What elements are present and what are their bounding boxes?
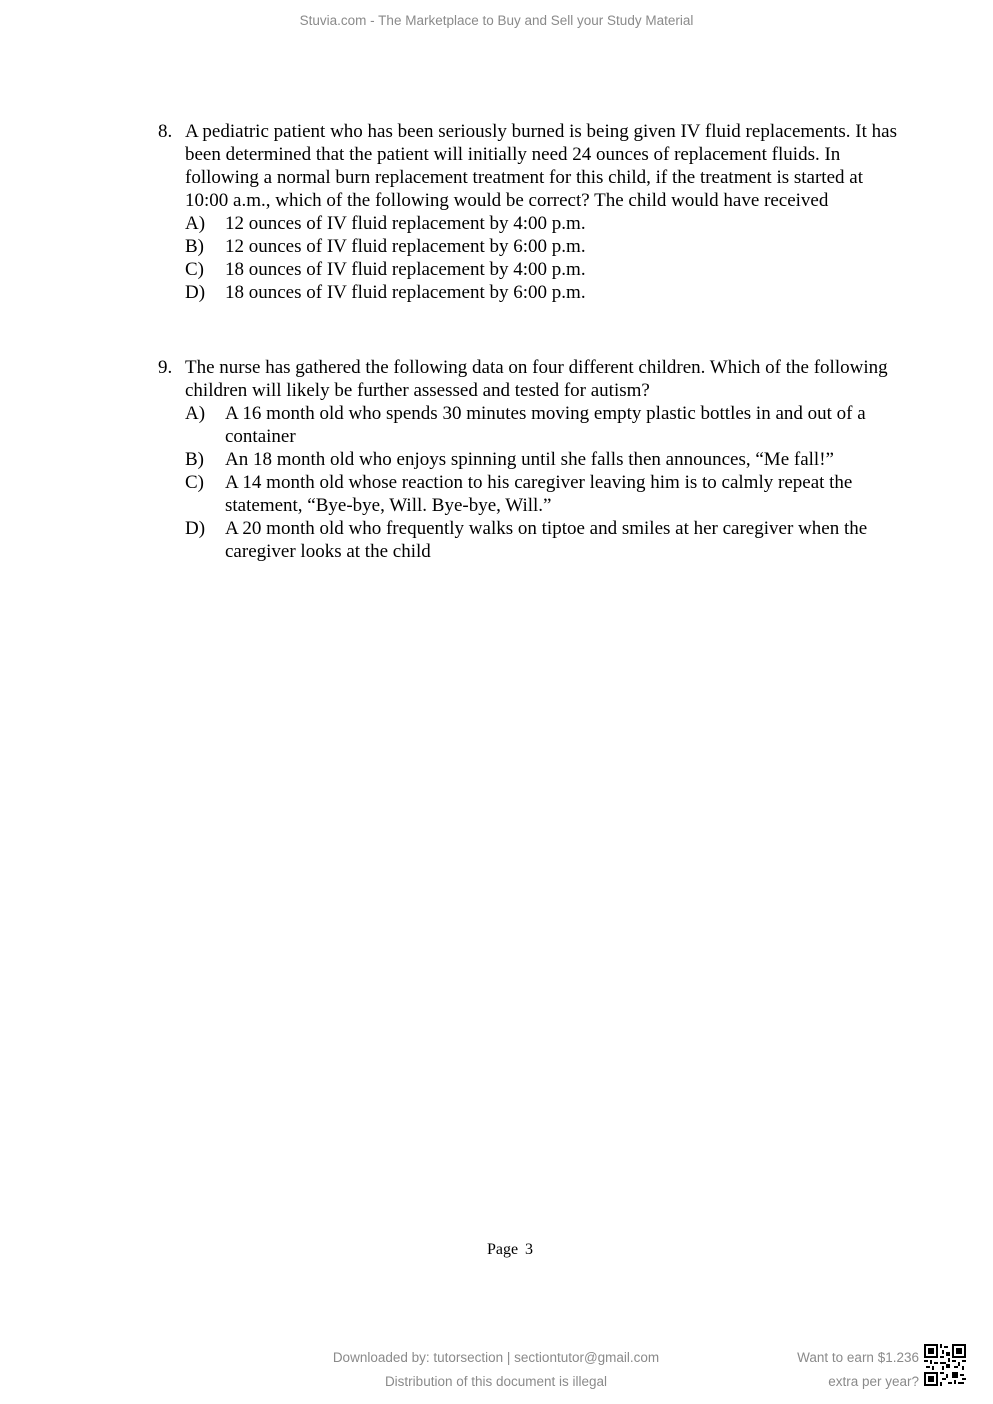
downloaded-by-text: Downloaded by: tutorsection | sectiontutor@gmail.com: [332, 1350, 660, 1365]
option-list: [158, 212, 898, 304]
option-text: A 20 month old who frequently walks on tiptoe and smiles at her caregiver when the caregiver looks at the child: [225, 518, 868, 562]
option-list: [158, 402, 898, 563]
option-text: A 16 month old who spends 30 minutes moving empty plastic bottles in and out of a container: [225, 403, 866, 447]
option-d: [185, 281, 898, 304]
question-text: A pediatric patient who has been seriously burned is being given IV fluid replacements. It has been determined that the patient will initially need 24 ounces of replacement fluids. In following a normal burn replacement treatment for this child, if the treatment is started at 10:00 a.m., which of the following would be correct? The child would have received: [185, 121, 897, 211]
option-letter: C): [185, 472, 204, 493]
footer-download-info: [296, 1346, 696, 1394]
option-b: [185, 235, 898, 258]
option-d: [185, 517, 898, 563]
question-text: The nurse has gathered the following data on four different children. Which of the following children will likely be further assessed and tested for autism?: [185, 357, 888, 401]
question-list: [158, 120, 898, 615]
option-text: 18 ounces of IV fluid replacement by 4:00 p.m.: [225, 259, 586, 280]
option-letter: C): [185, 259, 204, 280]
earn-promo[interactable]: [797, 1346, 919, 1394]
option-text: 12 ounces of IV fluid replacement by 4:00 p.m.: [225, 213, 586, 234]
option-letter: B): [185, 449, 204, 470]
question-9: [158, 356, 898, 563]
question-8: [158, 120, 898, 304]
earn-promo-line1[interactable]: Want to earn $1.236: [797, 1350, 919, 1365]
option-letter: D): [185, 518, 206, 539]
option-text: An 18 month old who enjoys spinning until she falls then announces, “Me fall!”: [225, 449, 834, 470]
option-a: [185, 402, 898, 448]
option-text: A 14 month old whose reaction to his caregiver leaving him is to calmly repeat the statement, “Bye-bye, Will. Bye-bye, Will.”: [225, 472, 853, 516]
option-b: [185, 448, 898, 471]
page-number: Page 3: [486, 1241, 534, 1258]
option-a: [185, 212, 898, 235]
question-number: 8.: [158, 121, 173, 142]
option-c: [185, 471, 898, 517]
option-text: 18 ounces of IV fluid replacement by 6:00 p.m.: [225, 282, 586, 303]
earn-promo-line2[interactable]: extra per year?: [828, 1374, 919, 1389]
distribution-notice: Distribution of this document is illegal: [384, 1374, 608, 1389]
option-letter: B): [185, 236, 204, 257]
question-number: 9.: [158, 357, 173, 378]
header-banner: Stuvia.com - The Marketplace to Buy and Sell your Study Material: [299, 13, 694, 28]
option-letter: A): [185, 403, 206, 424]
option-letter: A): [185, 213, 206, 234]
option-letter: D): [185, 282, 206, 303]
option-text: 12 ounces of IV fluid replacement by 6:00 p.m.: [225, 236, 586, 257]
question-stem: [158, 120, 898, 212]
option-c: [185, 258, 898, 281]
question-stem: [158, 356, 898, 402]
qr-code-icon[interactable]: [924, 1344, 966, 1386]
